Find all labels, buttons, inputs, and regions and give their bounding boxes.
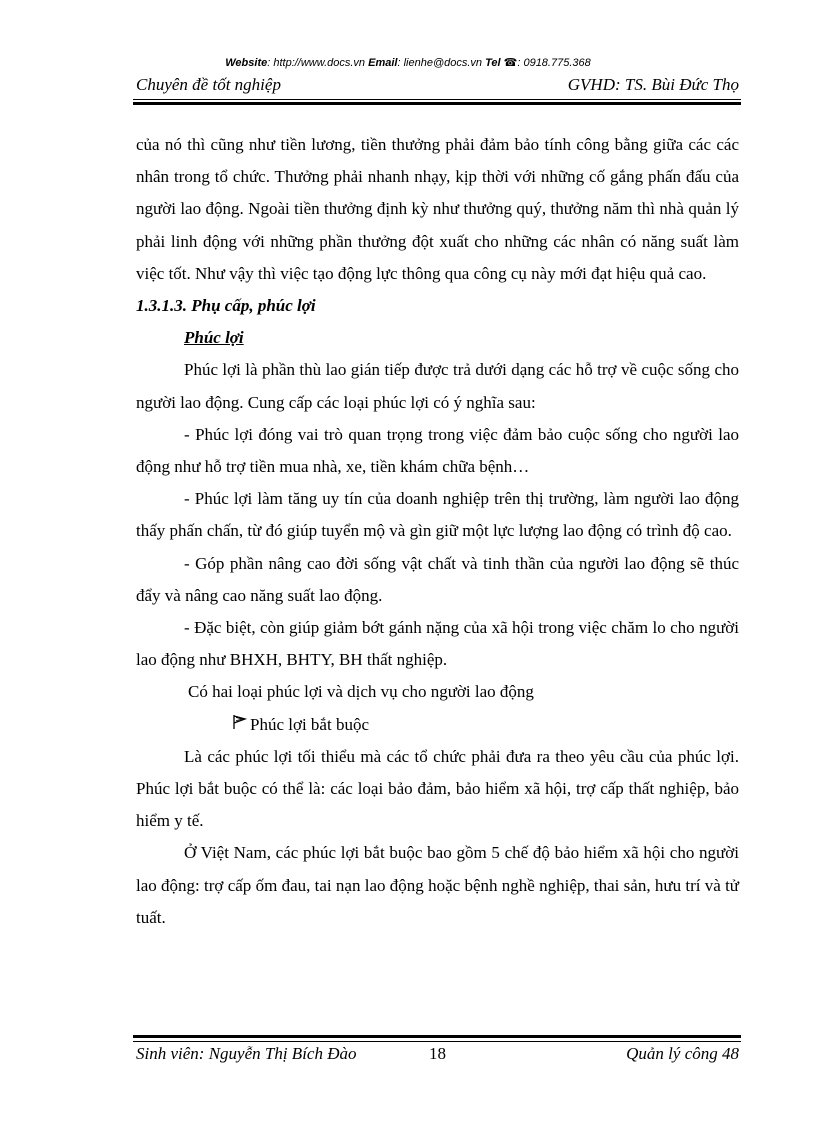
email-value: : lienhe@docs.vn (397, 57, 483, 69)
page-number: 18 (429, 1044, 446, 1063)
email-label: Email (368, 57, 398, 69)
tel-label: Tel ☎ (485, 57, 518, 69)
page-header (136, 75, 739, 97)
paragraph-3: Có hai loại phúc lợi và dịch vụ cho người lao động (188, 682, 534, 702)
footer-rule-thick (133, 1035, 741, 1038)
bullet-4: - Đặc biệt, còn giúp giảm bớt gánh nặng của xã hội trong việc chăm lo cho người lao động như BHXH, BHTY, BH thất nghiệp. (136, 618, 739, 670)
subheading: Phúc lợi (184, 328, 244, 348)
flag-item-text: Phúc lợi bắt buộc (250, 714, 369, 734)
website-line (0, 56, 816, 69)
paragraph-2: Phúc lợi là phần thù lao gián tiếp được trả dưới dạng các hỗ trợ về cuộc sống cho người lao động. Cung cấp các loại phúc lợi có ý nghĩa sau: (136, 360, 739, 412)
footer-rule-thin (133, 1041, 741, 1042)
paragraph-1: của nó thì cũng như tiền lương, tiền thưởng phải đảm bảo tính công bằng giữa các các nhân trong tổ chức. Thưởng phải nhanh nhạy, kịp thời với những cố gắng phấn đấu của người lao động. Ngoài tiền thưởng định kỳ như thưởng quý, thưởng năm thì nhà quản lý phải linh động với những phần thưởng đột xuất cho những các nhân có năng suất làm việc tốt. Như vậy thì việc tạo động lực thông qua công cụ này mới đạt hiệu quả cao. (136, 135, 739, 283)
header-left: Chuyên đề tốt nghiệp (136, 75, 281, 94)
bullet-2: - Phúc lợi làm tăng uy tín của doanh nghiệp trên thị trường, làm người lao động thấy phấn chấn, từ đó giúp tuyển mộ và gìn giữ một lực lượng lao động có trình độ cao. (136, 489, 739, 541)
header-right: GVHD: TS. Bùi Đức Thọ (567, 75, 739, 94)
flag-icon (184, 709, 248, 741)
header-rule-thick (133, 102, 741, 105)
website-value: : http://www.docs.vn (267, 57, 366, 69)
bullet-3: - Góp phần nâng cao đời sống vật chất và tinh thần của người lao động sẽ thúc đẩy và nâng cao năng suất lao động. (136, 553, 739, 605)
footer-left: Sinh viên: Nguyễn Thị Bích Đào (136, 1044, 357, 1063)
paragraph-4: Là các phúc lợi tối thiểu mà các tổ chức phải đưa ra theo yêu cầu của phúc lợi. Phúc lợi bắt buộc có thể là: các loại bảo đảm, bảo hiểm xã hội, trợ cấp thất nghiệp, bảo hiểm y tế. (136, 746, 739, 831)
tel-value: : 0918.775.368 (517, 57, 591, 69)
page-footer (136, 1044, 739, 1068)
header-rule-thin (133, 99, 741, 100)
footer-right: Quản lý công 48 (626, 1044, 739, 1063)
website-label: Website (225, 57, 268, 69)
paragraph-5: Ở Việt Nam, các phúc lợi bắt buộc bao gồm 5 chế độ bảo hiểm xã hội cho người lao động: trợ cấp ốm đau, tai nạn lao động hoặc bệnh nghề nghiệp, thai sản, hưu trí và tử tuất. (136, 843, 739, 927)
flag-list-item (136, 709, 739, 741)
page-content (136, 129, 739, 934)
section-heading: 1.3.1.3. Phụ cấp, phúc lợi (136, 296, 316, 316)
bullet-1: - Phúc lợi đóng vai trò quan trọng trong việc đảm bảo cuộc sống cho người lao động như hỗ trợ tiền mua nhà, xe, tiền khám chữa bệnh… (136, 424, 739, 477)
